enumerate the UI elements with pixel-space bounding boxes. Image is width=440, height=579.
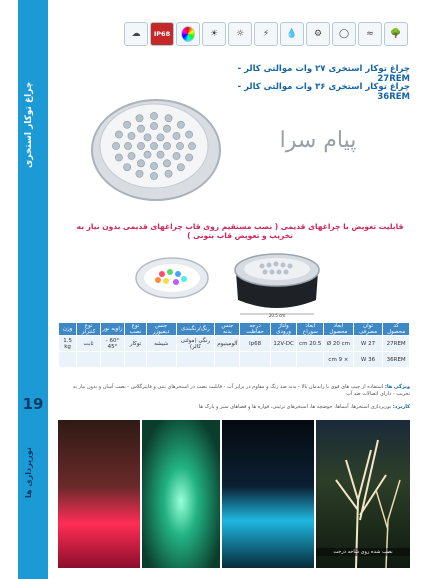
led-dot (163, 142, 170, 149)
stainless-steel-icon: ⚙ (306, 22, 330, 46)
side-title: چراغ توکار استخری (24, 81, 34, 168)
features-note (58, 384, 410, 398)
application-photos (58, 420, 410, 568)
specs-cell (59, 352, 77, 368)
specs-cell: 27REM (383, 336, 410, 352)
tree-graphic (316, 420, 410, 568)
specs-header-cell: نوع نصب (125, 323, 147, 336)
feature-icon-strip (118, 22, 408, 48)
led-dot (137, 125, 144, 132)
led-dot (163, 160, 170, 167)
usage-label: کاربرد: (392, 404, 410, 410)
specs-header-cell: ابعاد محصول (324, 323, 354, 336)
rgb-lamp-image (132, 254, 212, 306)
specs-cell (176, 352, 215, 368)
led-dot (128, 132, 135, 139)
housing-lamp-graphic (222, 246, 332, 318)
specs-cell: 36 W (353, 352, 383, 368)
led-dot (137, 160, 144, 167)
led-dot (112, 142, 119, 149)
specs-header-cell: جنس بدنه (215, 323, 240, 336)
specs-cell: 36REM (383, 352, 410, 368)
led-dot (186, 154, 193, 161)
specs-header-cell: ابعاد سوراخ (297, 323, 324, 336)
pool-icon: ≈ (358, 22, 382, 46)
led-dot (177, 164, 184, 171)
section-label: نورپردازی ها (24, 447, 33, 498)
specs-header-cell: رنگ/رنگبندی (176, 323, 215, 336)
waterproof-icon: 💧 (280, 22, 304, 46)
specs-cell: 27 W (353, 336, 383, 352)
specs-cell (77, 352, 101, 368)
specs-cell (297, 352, 324, 368)
specs-row (59, 336, 410, 352)
led-dot (115, 131, 122, 138)
dimension-label: 20.5 cm (268, 313, 286, 318)
led-dot (128, 152, 135, 159)
led-dot (144, 134, 151, 141)
recessed-icon: ◯ (332, 22, 356, 46)
led-dot (157, 151, 164, 158)
specs-cell (270, 352, 297, 368)
specs-cell: 60° - 45° (100, 336, 124, 352)
specs-cell (215, 352, 240, 368)
led-dot (150, 142, 157, 149)
led-dot (124, 121, 131, 128)
specs-cell: آلومینیوم (215, 336, 240, 352)
specs-cell: Ø 20 cm (324, 336, 354, 352)
specs-body (59, 336, 410, 368)
led-dot (157, 134, 164, 141)
specs-row (59, 352, 410, 368)
photo-garden-pink (58, 420, 140, 568)
pool-lamp-image (86, 90, 222, 202)
specs-cell (240, 352, 270, 368)
rgb-lamp-graphic (132, 254, 212, 306)
specs-cell (125, 352, 147, 368)
dc-power-icon: ⚡ (254, 22, 278, 46)
specs-header-cell: وزن (59, 323, 77, 336)
page-number: 19 (22, 395, 44, 413)
photo-pool-blue (222, 420, 314, 568)
pool-lamp-graphic (86, 90, 222, 202)
cloud-icon: ☁ (124, 22, 148, 46)
specs-cell: توکار (125, 336, 147, 352)
led-dot (177, 121, 184, 128)
specs-cell: 12V-DC (270, 336, 297, 352)
product-title-36rem: چراغ توکار استخری ۳۶ وات موالتی کالر - 36REM (237, 82, 410, 102)
specs-header-cell: کد محصول (383, 323, 410, 336)
rgb-icon (176, 22, 200, 46)
specs-header-cell: زاویه نور (100, 323, 124, 336)
led-dot (176, 142, 183, 149)
photo-fountain-green (142, 420, 220, 568)
specs-header-cell: جنس دیفیوزر (146, 323, 176, 336)
specs-header-row (59, 323, 410, 336)
photo-tree-lit (316, 420, 410, 568)
specs-header-cell: نوع کنترلر (77, 323, 101, 336)
led-dot (137, 142, 144, 149)
led-dot (163, 125, 170, 132)
photo-caption: نصب شده روی شاخه درخت (316, 548, 410, 556)
specs-header-cell: ولتاژ ورودی (270, 323, 297, 336)
led-dot (165, 170, 172, 177)
warm-white-icon: ☀ (202, 22, 226, 46)
specs-cell: 1.5 kg (59, 336, 77, 352)
specs-cell: رنگی (مولتی کالر) (176, 336, 215, 352)
led-dot (144, 151, 151, 158)
specs-header-cell: توان مصرفی (353, 323, 383, 336)
usage-note (58, 404, 410, 411)
specs-cell (146, 352, 176, 368)
specs-cell: × 9 cm (324, 352, 354, 368)
led-dot (188, 142, 195, 149)
product-title-27rem: چراغ توکار استخری ۲۷ وات موالتی کالر - 27REM (237, 64, 410, 84)
led-dot (115, 154, 122, 161)
led-dot (150, 162, 157, 169)
specs-cell (100, 352, 124, 368)
specs-header-cell: درجه حفاظت (240, 323, 270, 336)
tree-icon: 🌳 (384, 22, 408, 46)
specs-cell: ثابت (77, 336, 101, 352)
brand-watermark: پیام سرا (279, 128, 357, 153)
features-label: ویژگی ها: (384, 384, 410, 390)
led-dot (186, 131, 193, 138)
led-dot (124, 164, 131, 171)
features-text: استفاده از چیپ های قوی با راندمان بالا - بدنه ضد زنگ و مقاوم در برابر آب - قابلیت نصب در استخرهای بتنی و فایبرگلاس - نصب آسان و بدون نیاز به تخریب - دارای اتصالات ضد آب (72, 384, 410, 397)
specs-table (58, 322, 410, 368)
specs-cell: Ip68 (240, 336, 270, 352)
led-dot (173, 152, 180, 159)
led-dot (165, 115, 172, 122)
led-dot (136, 170, 143, 177)
led-dot (150, 122, 157, 129)
specs-cell: 20.5 cm (297, 336, 324, 352)
led-dot (150, 112, 157, 119)
usage-text: نورپردازی استخرها، آبنماها، حوضچه ها، استخرهای تزئینی، فواره ها و فضاهای سبز و پارک ها (198, 404, 392, 410)
rgb-wheel-icon (181, 26, 195, 42)
led-dot (124, 142, 131, 149)
led-dot (173, 132, 180, 139)
tagline: قابلیت تعویض با چراغهای قدیمی ( نصب مستقیم روی قاب چراغهای قدیمی بدون نیاز به تخریب و تعویض قاب بتونی ) (76, 222, 404, 240)
led-dot (150, 172, 157, 179)
cool-white-icon: ☼ (228, 22, 252, 46)
housing-lamp-image (222, 246, 332, 318)
ip68-icon: IP68 (150, 22, 174, 46)
specs-cell: شیشه (146, 336, 176, 352)
led-dot (136, 115, 143, 122)
